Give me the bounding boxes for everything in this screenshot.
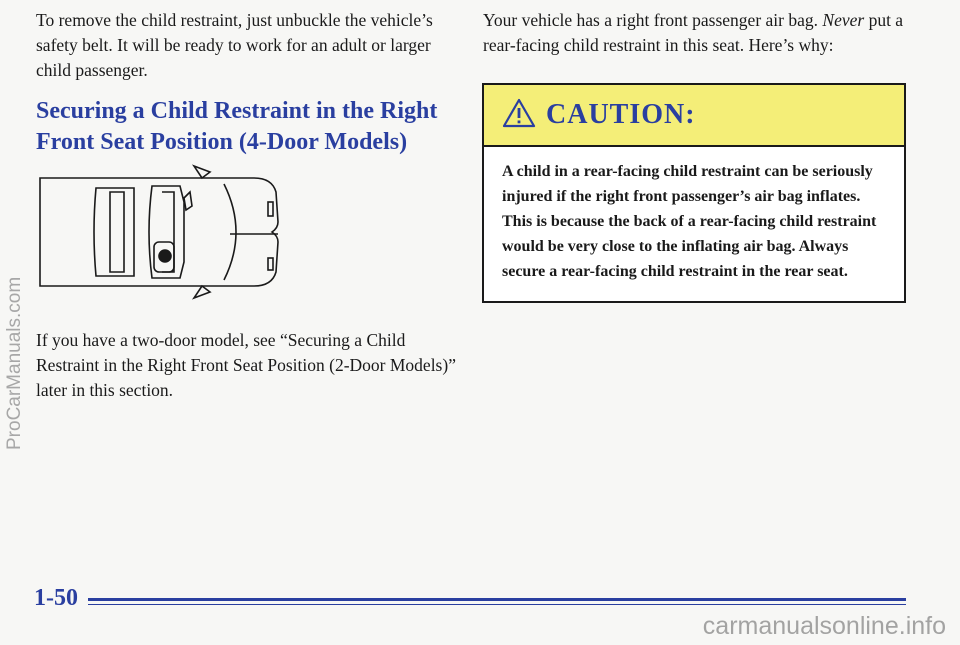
- after-figure-paragraph: If you have a two-door model, see “Securing a Child Restraint in the Right Front Seat Position (2-Door Models)” later in this section.: [36, 330, 456, 400]
- right-intro-paragraph: [483, 8, 923, 58]
- side-watermark: ProCarManuals.com: [4, 276, 25, 450]
- section-heading: Securing a Child Restraint in the Right Front Seat Position (4-Door Models): [36, 98, 438, 155]
- right-intro-text: Your vehicle has a right front passenger air bag.: [483, 10, 819, 30]
- caution-body: A child in a rear-facing child restraint can be seriously injured if the right front passenger’s air bag inflates. This is because the back of a rear-facing child restraint would be very close to the inflating air bag. Always secure a rear-facing child restraint in the rear seat.: [502, 163, 877, 280]
- bottom-watermark: carmanualsonline.info: [702, 612, 946, 640]
- page-number: 1-50: [34, 585, 78, 611]
- caution-header: [484, 85, 904, 147]
- vehicle-top-view-diagram: [34, 162, 304, 312]
- right-intro-emphasis: Never: [822, 10, 865, 30]
- intro-paragraph: To remove the child restraint, just unbuckle the vehicle’s safety belt. It will be ready to work for an adult or larger child passenger.: [36, 10, 433, 80]
- caution-box: [482, 83, 906, 303]
- footer-rule: [88, 598, 906, 601]
- footer-rule-thin: [88, 604, 906, 605]
- right-intro-text-end: put a rear-facing child restraint in this seat. Here’s why:: [483, 10, 904, 55]
- caution-title: CAUTION:: [546, 99, 696, 130]
- warning-triangle-icon: [502, 98, 546, 133]
